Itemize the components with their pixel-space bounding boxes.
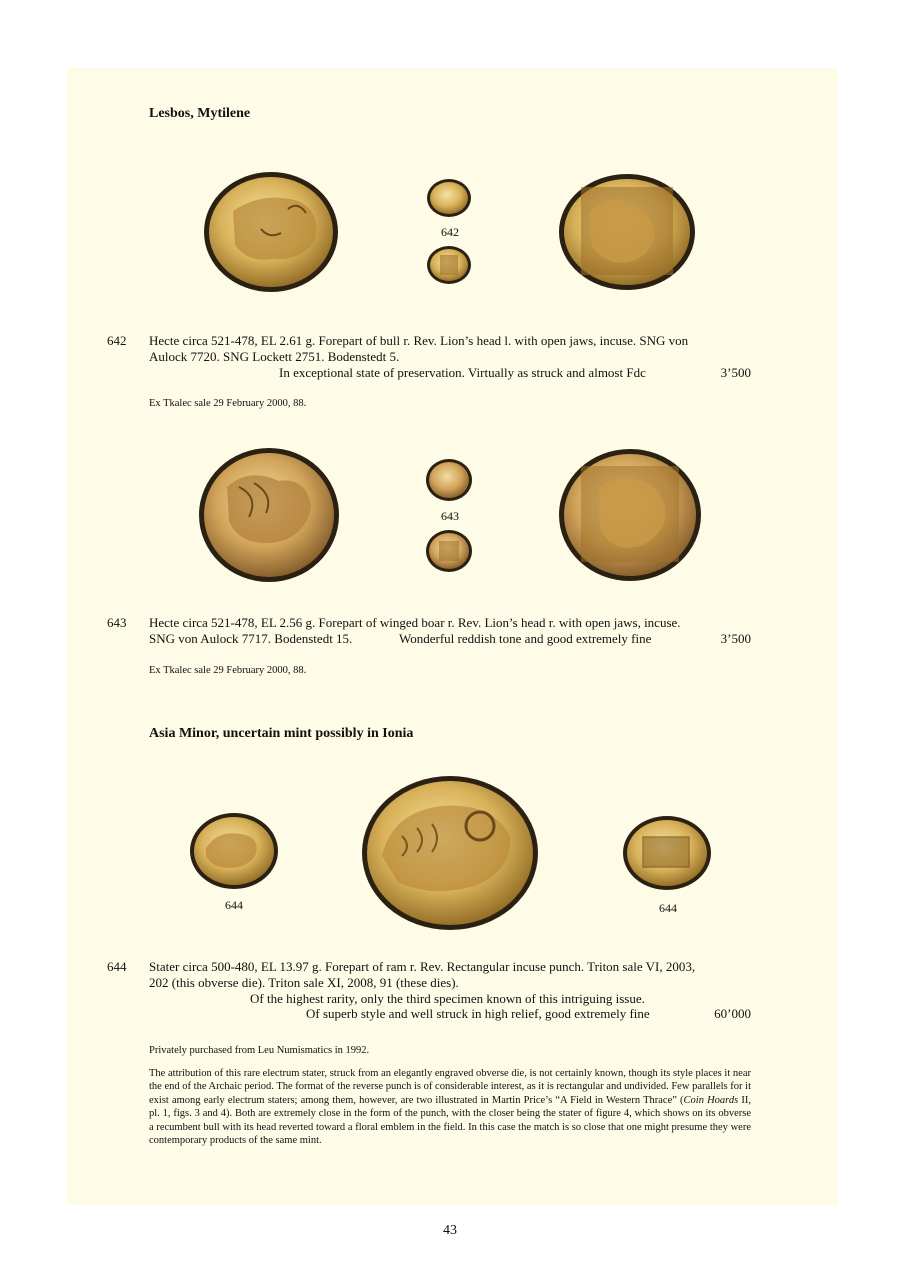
lot-commentary-644 <box>149 1067 751 1147</box>
lot-description-644-line2: 202 (this obverse die). Triton sale XI, 2008, 91 (these dies). <box>149 975 459 990</box>
coin-642-reverse-enlarged <box>559 173 696 291</box>
page-number: 43 <box>443 1223 457 1238</box>
coin-caption-643: 643 <box>441 509 459 523</box>
lot-description-644-line1: Stater circa 500-480, EL 13.97 g. Forepart of ram r. Rev. Rectangular incuse punch. Triton sale VI, 2003, <box>149 959 696 974</box>
lot-description-642-line1: Hecte circa 521-478, EL 2.61 g. Forepart of bull r. Rev. Lion’s head l. with open jaws, incuse. SNG von <box>149 333 689 348</box>
lot-provenance-643: Ex Tkalec sale 29 February 2000, 88. <box>149 665 307 676</box>
lot-price-644: 60’000 <box>714 1006 751 1021</box>
lot-number-643: 643 <box>107 615 127 630</box>
lot-description-642-line2: Aulock 7720. SNG Lockett 2751. Bodenstedt 5. <box>149 349 400 364</box>
coin-643-reverse <box>426 529 473 573</box>
coin-643-obverse-enlarged <box>199 447 340 583</box>
coin-caption-642: 642 <box>441 225 459 239</box>
commentary-text-b: II, pl. 1, figs. 3 and 4). Both are extremely close in the form of the punch, with the closer being the stater of figure 4, which shows on its obverse a recumbent bull with its head reverted toward a floral emblem in the field. In this case the match is so close that one might presume they were contemporary products of the same mint. <box>149 1094 751 1147</box>
coin-643-reverse-enlarged <box>559 448 701 582</box>
coin-caption-644-left: 644 <box>225 898 243 912</box>
coin-642-obverse-enlarged <box>203 171 340 293</box>
commentary-italic-title: Coin Hoards <box>683 1094 739 1106</box>
lot-number-644: 644 <box>107 959 127 974</box>
lot-price-642: 3’500 <box>720 365 751 380</box>
coin-643-obverse <box>426 458 473 502</box>
coin-642-obverse <box>427 178 472 218</box>
lot-provenance-644: Privately purchased from Leu Numismatics in 1992. <box>149 1045 370 1056</box>
lot-number-642: 642 <box>107 333 127 348</box>
lot-grade-643: Wonderful reddish tone and good extremely fine <box>399 631 652 646</box>
lot-description-643-line2: SNG von Aulock 7717. Bodenstedt 15. <box>149 631 353 646</box>
commentary-text-a: The attribution of this rare electrum stater, struck from an elegantly engraved obverse die, is not certainly known, though its style places it near the end of the Archaic period. The format of the reverse punch is of considerable interest, as it is rectangular and undivided. Few parallels for it exist among early electrum staters; among them, however, are two illustrated in Martin Price’s “A Field in Western Thrace” ( <box>149 1068 751 1106</box>
coin-644-obverse <box>190 812 279 890</box>
coin-644-reverse <box>623 815 711 892</box>
lot-provenance-642: Ex Tkalec sale 29 February 2000, 88. <box>149 398 307 409</box>
lot-note-644: Of the highest rarity, only the third specimen known of this intriguing issue. <box>250 991 645 1006</box>
lot-price-643: 3’500 <box>720 631 751 646</box>
section-title-asia-minor: Asia Minor, uncertain mint possibly in Ionia <box>149 726 414 741</box>
section-title-lesbos: Lesbos, Mytilene <box>149 106 251 121</box>
lot-grade-644: Of superb style and well struck in high relief, good extremely fine <box>306 1006 650 1021</box>
lot-grade-642: In exceptional state of preservation. Virtually as struck and almost Fdc <box>279 365 646 380</box>
coin-644-obverse-enlarged <box>362 776 538 931</box>
coin-642-reverse <box>427 245 472 285</box>
lot-description-643-line1: Hecte circa 521-478, EL 2.56 g. Forepart of winged boar r. Rev. Lion’s head r. with open jaws, incuse. <box>149 615 681 630</box>
coin-caption-644-right: 644 <box>659 901 677 915</box>
